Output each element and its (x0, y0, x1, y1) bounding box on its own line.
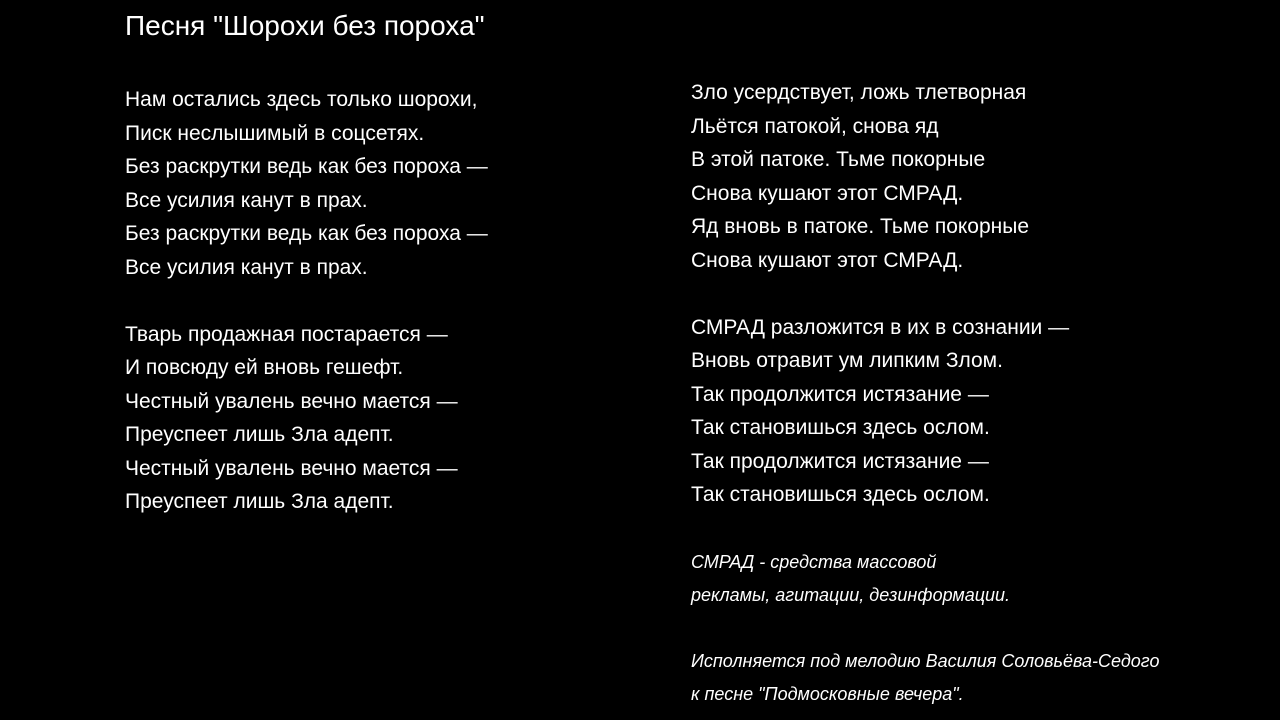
stanza-2 (125, 318, 685, 519)
lyric-line: Честный увалень вечно мается — (125, 456, 458, 480)
lyric-line: Без раскрутки ведь как без пороха — (125, 222, 488, 245)
page-title: Песня "Шорохи без пороха" (125, 10, 485, 41)
note-line: рекламы, агитации, дезинформации. (691, 585, 1011, 605)
note-line: к песне "Подмосковные вечера". (691, 684, 964, 704)
lyric-line: Яд вновь в патоке. Тьме покорные (691, 215, 1030, 238)
lyric-line: Все усилия канут в прах. (125, 188, 368, 212)
melody-note (691, 645, 1271, 711)
lyrics-right-column (691, 76, 1251, 512)
lyric-line: Так продолжится истязание — (691, 382, 989, 406)
lyric-line: Так становишься здесь ослом. (691, 483, 990, 506)
lyric-line: Зло усердствует, ложь тлетворная (691, 81, 1027, 104)
footnotes (691, 546, 1271, 711)
lyric-line: Преуспеет лишь Зла адепт. (125, 490, 394, 513)
stanza-1 (125, 83, 685, 284)
note-line: СМРАД - средства массовой (691, 552, 937, 572)
lyric-line: Так становишься здесь ослом. (691, 416, 990, 439)
lyric-line: И повсюду ей вновь гешефт. (125, 356, 404, 379)
lyric-line: Преуспеет лишь Зла адепт. (125, 423, 394, 446)
stanza-4 (691, 311, 1251, 512)
lyric-line: Так продолжится истязание — (691, 449, 989, 473)
lyric-line: Вновь отравит ум липким Злом. (691, 349, 1003, 372)
lyric-line: СМРАД разложится в их в сознании — (691, 315, 1070, 339)
lyric-line: Нам остались здесь только шорохи, (125, 88, 478, 111)
lyrics-left-column (125, 83, 685, 519)
lyric-line: Снова кушают этот СМРАД. (691, 248, 964, 272)
lyric-line: Льётся патокой, снова яд (691, 114, 939, 138)
lyric-line: Честный увалень вечно мается — (125, 389, 458, 413)
lyric-line: В этой патоке. Тьме покорные (691, 148, 986, 171)
lyric-line: Все усилия канут в прах. (125, 255, 368, 279)
lyric-line: Тварь продажная постарается — (125, 322, 448, 346)
lyric-line: Без раскрутки ведь как без пороха — (125, 155, 488, 178)
lyric-line: Снова кушают этот СМРАД. (691, 181, 964, 205)
abbreviation-note (691, 546, 1271, 612)
note-line: Исполняется под мелодию Василия Соловьёва-Седого (691, 651, 1160, 671)
lyric-line: Писк неслышимый в соцсетях. (125, 121, 425, 145)
stanza-3 (691, 76, 1251, 277)
